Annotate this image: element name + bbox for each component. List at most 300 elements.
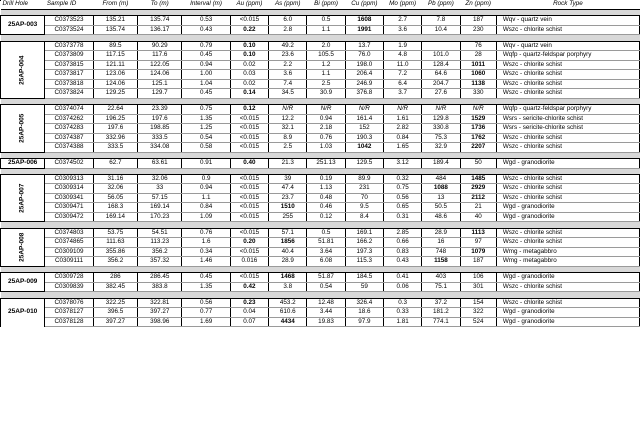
cell-mo: 1.9 <box>383 41 421 51</box>
cell-interval: 1.46 <box>182 257 230 267</box>
cell-bi: 6.08 <box>307 257 345 267</box>
cell-to: 129.7 <box>138 89 182 99</box>
cell-cu: 166.2 <box>345 238 383 248</box>
cell-interval: 0.91 <box>182 159 230 169</box>
cell-from: 332.96 <box>93 133 137 143</box>
header-pb: Pb (ppm) <box>422 0 460 10</box>
table-row <box>1 133 640 143</box>
cell-sample-id: C0309313 <box>45 174 93 184</box>
cell-sample-id: C0373524 <box>45 25 93 35</box>
cell-sample-id: C0373818 <box>45 79 93 89</box>
cell-bi: 0.12 <box>307 212 345 222</box>
cell-au: 0.02 <box>230 79 268 89</box>
cell-from: 31.16 <box>93 174 137 184</box>
cell-sample-id: C0374388 <box>45 143 93 153</box>
cell-as: 1510 <box>269 203 307 213</box>
cell-mo: 3.12 <box>383 159 421 169</box>
cell-bi: 1.1 <box>307 25 345 35</box>
cell-sample-id: C0309472 <box>45 212 93 222</box>
cell-interval: 1.25 <box>182 124 230 134</box>
cell-from: 197.6 <box>93 124 137 134</box>
cell-from: 397.27 <box>93 317 137 327</box>
cell-to: 122.05 <box>138 60 182 70</box>
cell-interval: 0.76 <box>182 228 230 238</box>
cell-cu: 206.4 <box>345 70 383 80</box>
header-cu: Cu (ppm) <box>345 0 383 10</box>
cell-sample-id: C0373824 <box>45 89 93 99</box>
cell-cu: 198.0 <box>345 60 383 70</box>
cell-to: 63.61 <box>138 159 182 169</box>
cell-bi: 30.9 <box>307 89 345 99</box>
cell-rock-type: Wszc - chlorite schist <box>496 143 639 153</box>
cell-cu: 9.5 <box>345 203 383 213</box>
cell-rock-type: Wszc - chlorite schist <box>496 228 639 238</box>
cell-to: 113.23 <box>138 238 182 248</box>
cell-interval: 1.09 <box>182 212 230 222</box>
cell-bi: 0.5 <box>307 16 345 26</box>
cell-to: 286.45 <box>138 273 182 283</box>
cell-bi: 0.94 <box>307 114 345 124</box>
cell-interval: 0.58 <box>182 143 230 153</box>
table-row <box>1 60 640 70</box>
table-row <box>1 114 640 124</box>
cell-interval: 0.94 <box>182 60 230 70</box>
cell-as: 23.7 <box>269 193 307 203</box>
cell-interval: 0.45 <box>182 89 230 99</box>
cell-from: 135.21 <box>93 16 137 26</box>
cell-mo: 0.43 <box>383 257 421 267</box>
cell-to: 383.8 <box>138 282 182 292</box>
cell-zn: 40 <box>460 212 496 222</box>
cell-interval: 0.94 <box>182 184 230 194</box>
cell-sample-id: C0309728 <box>45 273 93 283</box>
cell-zn: 154 <box>460 298 496 308</box>
cell-au: 0.03 <box>230 70 268 80</box>
cell-to: 169.14 <box>138 203 182 213</box>
cell-rock-type: Wsrs - sericite-chlorite schist <box>496 124 639 134</box>
cell-au: 0.22 <box>230 25 268 35</box>
cell-zn: 106 <box>460 273 496 283</box>
header-interval: Interval (m) <box>182 0 230 10</box>
cell-to: 136.17 <box>138 25 182 35</box>
cell-interval: 0.79 <box>182 41 230 51</box>
cell-as: 2.2 <box>269 60 307 70</box>
cell-rock-type: Wsrs - sericite-chlorite schist <box>496 114 639 124</box>
cell-au: <0.015 <box>230 143 268 153</box>
table-row <box>1 203 640 213</box>
cell-sample-id: C0374262 <box>45 114 93 124</box>
cell-interval: 1.1 <box>182 193 230 203</box>
cell-sample-id: C0378076 <box>45 298 93 308</box>
cell-bi: 0.76 <box>307 133 345 143</box>
cell-bi: 3.44 <box>307 308 345 318</box>
cell-as: 1856 <box>269 238 307 248</box>
header-mo: Mo (ppm) <box>383 0 421 10</box>
cell-zn: 97 <box>460 238 496 248</box>
cell-zn: 21 <box>460 203 496 213</box>
cell-interval: 1.35 <box>182 114 230 124</box>
cell-bi: 2.0 <box>307 41 345 51</box>
cell-rock-type: Wszc - chlorite schist <box>496 174 639 184</box>
cell-mo: 0.41 <box>383 273 421 283</box>
drill-hole-label: 25AP-010 <box>8 308 38 316</box>
table-row <box>1 273 640 283</box>
cell-interval: 0.53 <box>182 16 230 26</box>
cell-zn: 301 <box>460 282 496 292</box>
cell-sample-id: C0373817 <box>45 70 93 80</box>
cell-as: 23.6 <box>269 51 307 61</box>
cell-pb: 7.8 <box>422 16 460 26</box>
cell-as: 453.2 <box>269 298 307 308</box>
table-row <box>1 124 640 134</box>
table-row <box>1 184 640 194</box>
cell-interval: 1.35 <box>182 282 230 292</box>
cell-au: <0.015 <box>230 247 268 257</box>
cell-zn: 187 <box>460 16 496 26</box>
cell-pb: 16 <box>422 238 460 248</box>
cell-as: 4434 <box>269 317 307 327</box>
cell-interval: 0.54 <box>182 133 230 143</box>
table-row <box>1 41 640 51</box>
table-row <box>1 317 640 327</box>
header-from: From (m) <box>93 0 137 10</box>
cell-sample-id: C0309111 <box>45 257 93 267</box>
cell-from: 62.7 <box>93 159 137 169</box>
cell-bi: 2.5 <box>307 79 345 89</box>
cell-to: 125.1 <box>138 79 182 89</box>
cell-mo: 0.83 <box>383 247 421 257</box>
drill-hole-label: 25AP-004 <box>18 55 26 85</box>
cell-cu: 18.6 <box>345 308 383 318</box>
cell-to: 57.15 <box>138 193 182 203</box>
cell-au: <0.015 <box>230 273 268 283</box>
cell-pb: 1088 <box>422 184 460 194</box>
cell-sample-id: C0378128 <box>45 317 93 327</box>
cell-bi: 1.03 <box>307 143 345 153</box>
cell-mo: 0.56 <box>383 193 421 203</box>
cell-from: 356.2 <box>93 257 137 267</box>
cell-as: 8.9 <box>269 133 307 143</box>
table-row <box>1 159 640 169</box>
cell-as: 32.1 <box>269 124 307 134</box>
cell-to: 357.32 <box>138 257 182 267</box>
cell-cu: 326.4 <box>345 298 383 308</box>
cell-as: 2.5 <box>269 143 307 153</box>
cell-to: 197.6 <box>138 114 182 124</box>
cell-from: 169.14 <box>93 212 137 222</box>
cell-cu: 184.5 <box>345 273 383 283</box>
cell-pb: 50.5 <box>422 203 460 213</box>
table-body <box>1 10 640 327</box>
cell-interval: 0.43 <box>182 25 230 35</box>
cell-to: 33 <box>138 184 182 194</box>
cell-mo: 1.65 <box>383 143 421 153</box>
cell-bi: 0.46 <box>307 203 345 213</box>
cell-to: 333.5 <box>138 133 182 143</box>
cell-pb: 28.9 <box>422 228 460 238</box>
cell-pb: 484 <box>422 174 460 184</box>
cell-rock-type: Wszc - chlorite schist <box>496 184 639 194</box>
cell-au: <0.015 <box>230 184 268 194</box>
cell-au: <0.015 <box>230 228 268 238</box>
cell-bi: 251.13 <box>307 159 345 169</box>
cell-rock-type: Wgd - granodiorite <box>496 159 639 169</box>
drill-hole-label: 25AP-008 <box>18 232 26 262</box>
cell-as: 1468 <box>269 273 307 283</box>
cell-rock-type: Wmg - metagabbro <box>496 247 639 257</box>
cell-as: 3.8 <box>269 282 307 292</box>
drill-hole-label: 25AP-005 <box>18 113 26 144</box>
cell-cu: 70 <box>345 193 383 203</box>
cell-rock-type: Wszc - chlorite schist <box>496 89 639 99</box>
drill-hole-id <box>1 41 45 98</box>
cell-mo: 0.33 <box>383 308 421 318</box>
cell-pb: 75.1 <box>422 282 460 292</box>
cell-mo: 0.32 <box>383 174 421 184</box>
cell-zn: 1736 <box>460 124 496 134</box>
cell-from: 53.75 <box>93 228 137 238</box>
cell-rock-type: Wqv - quartz vein <box>496 41 639 51</box>
drill-hole-label: 25AP-006 <box>8 159 38 167</box>
cell-cu: 197.3 <box>345 247 383 257</box>
cell-pb: 27.6 <box>422 89 460 99</box>
cell-from: 355.86 <box>93 247 137 257</box>
table-row <box>1 282 640 292</box>
cell-sample-id: C0309314 <box>45 184 93 194</box>
cell-bi: 0.5 <box>307 228 345 238</box>
cell-mo: 6.4 <box>383 79 421 89</box>
cell-rock-type: Wszc - chlorite schist <box>496 193 639 203</box>
cell-to: 397.27 <box>138 308 182 318</box>
cell-from: 121.11 <box>93 60 137 70</box>
table-row <box>1 174 640 184</box>
table-row <box>1 298 640 308</box>
cell-bi: 51.87 <box>307 273 345 283</box>
cell-pb: 204.7 <box>422 79 460 89</box>
cell-mo: 0.66 <box>383 238 421 248</box>
drill-hole-label: 25AP-007 <box>18 183 26 213</box>
cell-au: <0.015 <box>230 212 268 222</box>
cell-zn: 1485 <box>460 174 496 184</box>
cell-rock-type: Wszc - chlorite schist <box>496 298 639 308</box>
cell-rock-type: Wqfp - quartz-feldspar porphyry <box>496 105 639 115</box>
cell-to: 334.08 <box>138 143 182 153</box>
cell-pb: 774.1 <box>422 317 460 327</box>
cell-bi: 19.83 <box>307 317 345 327</box>
drill-hole-id <box>1 174 45 222</box>
cell-au: 0.42 <box>230 282 268 292</box>
cell-cu: 190.3 <box>345 133 383 143</box>
cell-mo: N/R <box>383 105 421 115</box>
cell-au: 0.10 <box>230 51 268 61</box>
cell-interval: 0.56 <box>182 298 230 308</box>
cell-bi: 105.5 <box>307 51 345 61</box>
cell-sample-id: C0373523 <box>45 16 93 26</box>
cell-pb <box>422 41 460 51</box>
cell-au: 0.14 <box>230 89 268 99</box>
cell-bi: 1.13 <box>307 184 345 194</box>
table-row <box>1 257 640 267</box>
cell-sample-id: C0374865 <box>45 238 93 248</box>
cell-rock-type: Wmg - metagabbro <box>496 257 639 267</box>
cell-mo: 0.31 <box>383 212 421 222</box>
cell-as: 12.2 <box>269 114 307 124</box>
header-zn: Zn (ppm) <box>460 0 496 10</box>
cell-au: <0.015 <box>230 16 268 26</box>
cell-bi: 3.64 <box>307 247 345 257</box>
cell-rock-type: Wszc - chlorite schist <box>496 60 639 70</box>
cell-cu: 231 <box>345 184 383 194</box>
cell-sample-id: C0309109 <box>45 247 93 257</box>
cell-interval: 0.9 <box>182 174 230 184</box>
cell-interval: 0.34 <box>182 247 230 257</box>
cell-zn: 322 <box>460 308 496 318</box>
cell-mo: 2.82 <box>383 124 421 134</box>
cell-mo: 2.85 <box>383 228 421 238</box>
cell-zn: 28 <box>460 51 496 61</box>
cell-as: 2.8 <box>269 25 307 35</box>
cell-mo: 0.75 <box>383 184 421 194</box>
cell-interval: 0.45 <box>182 273 230 283</box>
header-au: Au (ppm) <box>230 0 268 10</box>
cell-mo: 7.2 <box>383 70 421 80</box>
cell-zn: 2929 <box>460 184 496 194</box>
table-row <box>1 51 640 61</box>
cell-cu: 13.7 <box>345 41 383 51</box>
cell-from: 322.25 <box>93 298 137 308</box>
cell-mo: 11.0 <box>383 60 421 70</box>
cell-zn: 1138 <box>460 79 496 89</box>
header-as: As (ppm) <box>269 0 307 10</box>
cell-pb: 75.3 <box>422 133 460 143</box>
cell-to: 23.39 <box>138 105 182 115</box>
cell-au: 0.07 <box>230 317 268 327</box>
cell-pb: 10.4 <box>422 25 460 35</box>
cell-rock-type: Wszc - chlorite schist <box>496 70 639 80</box>
cell-cu: 1991 <box>345 25 383 35</box>
drill-hole-id <box>1 228 45 266</box>
cell-au: 0.20 <box>230 238 268 248</box>
header-sample-id: Sample ID <box>45 0 93 10</box>
cell-cu: 246.9 <box>345 79 383 89</box>
cell-sample-id: C0309341 <box>45 193 93 203</box>
cell-bi: 1.2 <box>307 60 345 70</box>
cell-as: 610.6 <box>269 308 307 318</box>
table-row <box>1 105 640 115</box>
cell-pb: 37.2 <box>422 298 460 308</box>
cell-as: 57.1 <box>269 228 307 238</box>
cell-to: 32.06 <box>138 174 182 184</box>
cell-pb: 32.9 <box>422 143 460 153</box>
header-row <box>1 0 640 10</box>
cell-to: 398.96 <box>138 317 182 327</box>
cell-as: 40.4 <box>269 247 307 257</box>
table-row <box>1 79 640 89</box>
cell-zn: 1762 <box>460 133 496 143</box>
cell-rock-type: Wgd - granodiorite <box>496 273 639 283</box>
cell-bi: 1.1 <box>307 70 345 80</box>
header-to: To (m) <box>138 0 182 10</box>
cell-mo: 2.7 <box>383 16 421 26</box>
cell-rock-type: Wszc - chlorite schist <box>496 282 639 292</box>
table-row <box>1 193 640 203</box>
cell-mo: 0.84 <box>383 133 421 143</box>
cell-as: 34.5 <box>269 89 307 99</box>
cell-from: 286 <box>93 273 137 283</box>
cell-as: 3.6 <box>269 70 307 80</box>
cell-bi: 0.19 <box>307 174 345 184</box>
cell-zn: 1113 <box>460 228 496 238</box>
cell-from: 117.15 <box>93 51 137 61</box>
cell-as: 7.4 <box>269 79 307 89</box>
header-bi: Bi (ppm) <box>307 0 345 10</box>
cell-bi: 0.54 <box>307 282 345 292</box>
cell-au: <0.015 <box>230 203 268 213</box>
cell-au: 0.016 <box>230 257 268 267</box>
cell-cu: 129.5 <box>345 159 383 169</box>
cell-as: 255 <box>269 212 307 222</box>
cell-rock-type: Wgd - granodiorite <box>496 317 639 327</box>
cell-to: 135.74 <box>138 16 182 26</box>
cell-pb: 13 <box>422 193 460 203</box>
cell-as: 49.2 <box>269 41 307 51</box>
cell-sample-id: C0374074 <box>45 105 93 115</box>
cell-bi: 2.18 <box>307 124 345 134</box>
cell-pb: N/R <box>422 105 460 115</box>
cell-sample-id: C0378127 <box>45 308 93 318</box>
cell-mo: 0.65 <box>383 203 421 213</box>
cell-zn: 1079 <box>460 247 496 257</box>
cell-as: 28.9 <box>269 257 307 267</box>
cell-au: 0.02 <box>230 60 268 70</box>
cell-au: <0.015 <box>230 114 268 124</box>
table-row <box>1 89 640 99</box>
cell-cu: 59 <box>345 282 383 292</box>
cell-cu: 8.4 <box>345 212 383 222</box>
cell-au: <0.015 <box>230 133 268 143</box>
cell-sample-id: C0374387 <box>45 133 93 143</box>
cell-from: 22.64 <box>93 105 137 115</box>
header-drill-hole: Drill Hole <box>1 0 45 10</box>
cell-sample-id: C0309471 <box>45 203 93 213</box>
cell-as: 6.0 <box>269 16 307 26</box>
cell-to: 90.29 <box>138 41 182 51</box>
cell-cu: N/R <box>345 105 383 115</box>
cell-interval: 1.00 <box>182 70 230 80</box>
cell-pb: 403 <box>422 273 460 283</box>
table-row <box>1 238 640 248</box>
cell-zn: 187 <box>460 257 496 267</box>
cell-zn: 76 <box>460 41 496 51</box>
cell-as: 47.4 <box>269 184 307 194</box>
drill-hole-id <box>1 273 45 292</box>
cell-from: 196.25 <box>93 114 137 124</box>
cell-sample-id: C0373778 <box>45 41 93 51</box>
cell-cu: 1608 <box>345 16 383 26</box>
cell-au: 0.23 <box>230 298 268 308</box>
cell-cu: 89.9 <box>345 174 383 184</box>
cell-from: 32.06 <box>93 184 137 194</box>
cell-pb: 128.4 <box>422 60 460 70</box>
table-row <box>1 16 640 26</box>
cell-zn: 1011 <box>460 60 496 70</box>
cell-from: 123.06 <box>93 70 137 80</box>
cell-to: 117.6 <box>138 51 182 61</box>
cell-sample-id: C0309839 <box>45 282 93 292</box>
table-row <box>1 143 640 153</box>
cell-mo: 1.61 <box>383 114 421 124</box>
drill-hole-id <box>1 16 45 35</box>
